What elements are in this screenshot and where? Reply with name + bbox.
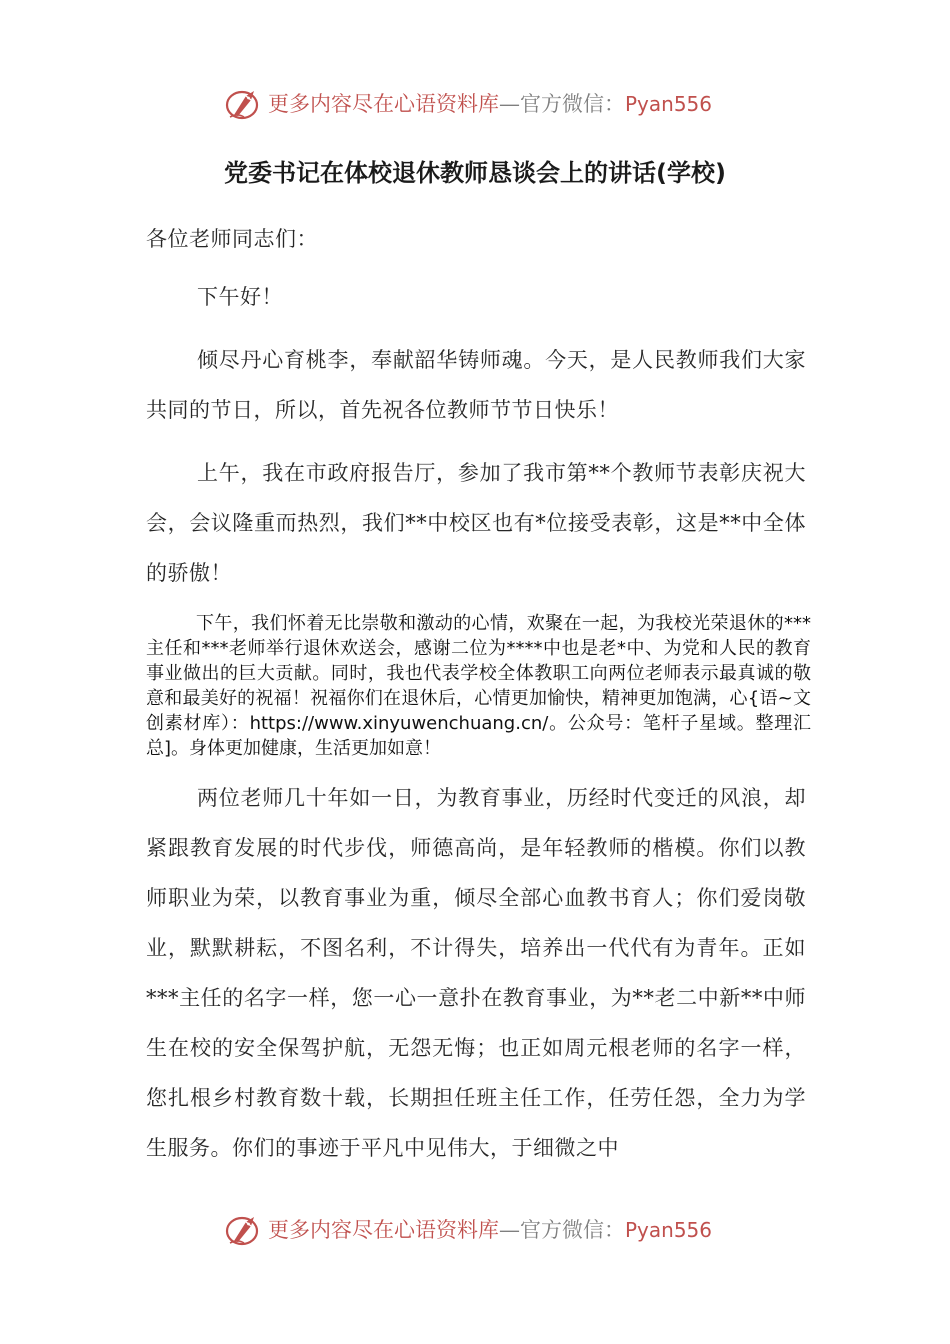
pen-nib-logo-icon — [224, 1212, 264, 1248]
footer-banner-red-text: 更多内容尽在心语资料库 — [268, 1218, 499, 1242]
paragraph-1: 倾尽丹心育桃李，奉献韶华铸师魂。今天，是人民教师我们大家共同的节日，所以，首先祝各位教师节节日快乐！ — [146, 348, 806, 422]
footer-wechat-id: Pyan556 — [625, 1218, 713, 1242]
header-banner-gray-text: —官方微信： — [499, 92, 625, 116]
footer-banner-text — [268, 1216, 712, 1244]
header-banner-text — [268, 90, 712, 118]
header-banner-red-text: 更多内容尽在心语资料库 — [268, 92, 499, 116]
footer-banner-gray-text: —官方微信： — [499, 1218, 625, 1242]
paragraph-4: 两位老师几十年如一日，为教育事业，历经时代变迁的风浪，却紧跟教育发展的时代步伐，师德高尚，是年轻教师的楷模。你们以教师职业为荣，以教育事业为重，倾尽全部心血教书育人；你们爱岗敬业，默默耕耘，不图名利，不计得失，培养出一代代有为青年。正如***主任的名字一样，您一心一意扑在教育事业，为**老二中新**中师生在校的安全保驾护航，无怨无悔；也正如周元根老师的名字一样，您扎根乡村教育数十载，长期担任班主任工作，任劳任怨，全力为学生服务。你们的事迹于平凡中见伟大，于细微之中 — [146, 786, 806, 1160]
paragraph-3: 下午，我们怀着无比崇敬和激动的心情，欢聚在一起，为我校光荣退休的***主任和***老师举行退休欢送会，感谢二位为****中也是老*中、为党和人民的教育事业做出的巨大贡献。同时，我也代表学校全体教职工向两位老师表示最真诚的敬意和最美好的祝福！祝福你们在退休后，心情更加愉快，精神更加饱满，心{语~文创素材库）：https://www.xinyuwenchuang.cn/。公众号：笔杆子星域。整理汇总]。身体更加健康，生活更加如意！ — [146, 613, 811, 759]
document-title: 党委书记在体校退休教师恳谈会上的讲话(学校) — [224, 159, 726, 187]
header-wechat-id: Pyan556 — [625, 92, 713, 116]
pen-nib-logo-icon — [224, 86, 264, 122]
footer-banner[interactable] — [0, 1208, 950, 1252]
paragraph-2: 上午，我在市政府报告厅，参加了我市第**个教师节表彰庆祝大会，会议隆重而热烈，我们**中校区也有*位接受表彰，这是**中全体的骄傲！ — [146, 461, 806, 585]
paragraph-greeting: 下午好！ — [197, 285, 283, 309]
header-banner[interactable] — [0, 82, 950, 126]
salutation: 各位老师同志们： — [146, 227, 318, 251]
